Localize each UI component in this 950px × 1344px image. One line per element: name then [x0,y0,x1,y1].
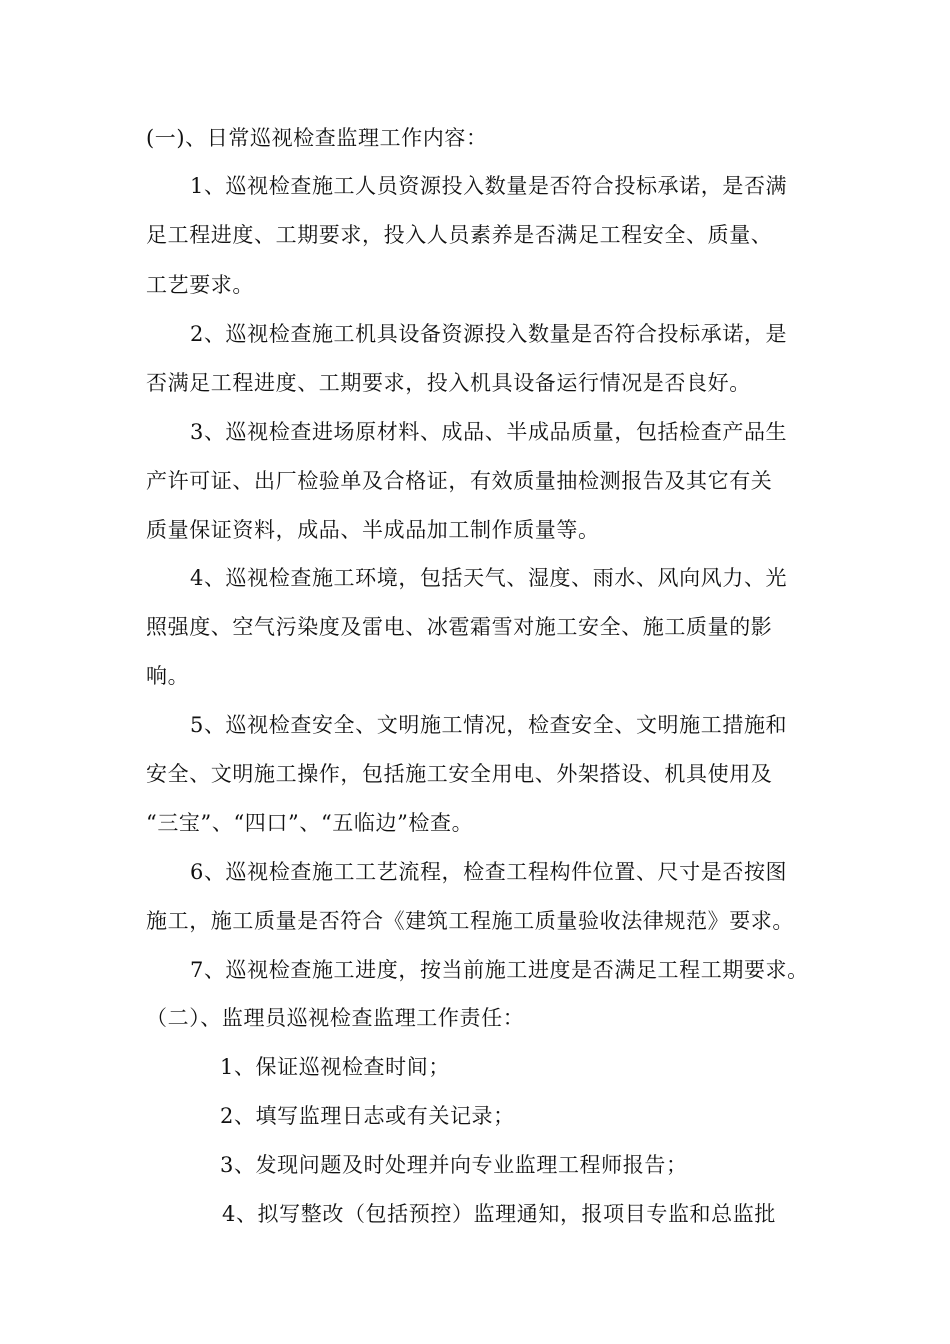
section2-heading: （二）、监理员巡视检查监理工作责任： [146,1006,525,1030]
item5-line2: 安全、文明施工操作，包括施工安全用电、外架搭设、机具使用及 [146,762,773,786]
item4-line1: 4、巡视检查施工环境，包括天气、湿度、雨水、风向风力、光 [190,566,788,590]
item5-line3: “三宝”、“四口”、“五临边”检查。 [146,811,474,835]
item6-line2: 施工，施工质量是否符合《建筑工程施工质量验收法律规范》要求。 [146,909,794,933]
section1-heading: (一)、日常巡视检查监理工作内容： [146,126,488,150]
item1-line2: 足工程进度、工期要求，投入人员素养是否满足工程安全、质量、 [146,223,773,247]
item7-line1: 7、巡视检查施工进度，按当前施工进度是否满足工程工期要求。 [190,958,809,982]
duty-item3: 3、发现问题及时处理并向专业监理工程师报告； [220,1153,688,1177]
item2-line1: 2、巡视检查施工机具设备资源投入数量是否符合投标承诺，是 [190,322,788,346]
item4-line2: 照强度、空气污染度及雷电、冰雹霜雪对施工安全、施工质量的影 [146,615,773,639]
duty-item2: 2、填写监理日志或有关记录； [220,1104,515,1128]
item3-line1: 3、巡视检查进场原材料、成品、半成品质量，包括检查产品生 [190,420,788,444]
item5-line1: 5、巡视检查安全、文明施工情况，检查安全、文明施工措施和 [190,713,788,737]
item3-line2: 产许可证、出厂检验单及合格证，有效质量抽检测报告及其它有关 [146,469,773,493]
item1-line3: 工艺要求。 [146,273,254,297]
duty-item4: 4、拟写整改（包括预控）监理通知，报项目专监和总监批 [222,1202,776,1226]
item4-line3: 响。 [146,664,190,688]
item6-line1: 6、巡视检查施工工艺流程，检查工程构件位置、尺寸是否按图 [190,860,788,884]
item2-line2: 否满足工程进度、工期要求，投入机具设备运行情况是否良好。 [146,371,751,395]
duty-item1: 1、保证巡视检查时间； [220,1055,450,1079]
item3-line3: 质量保证资料，成品、半成品加工制作质量等。 [146,518,600,542]
item1-line1: 1、巡视检查施工人员资源投入数量是否符合投标承诺，是否满 [190,174,788,198]
